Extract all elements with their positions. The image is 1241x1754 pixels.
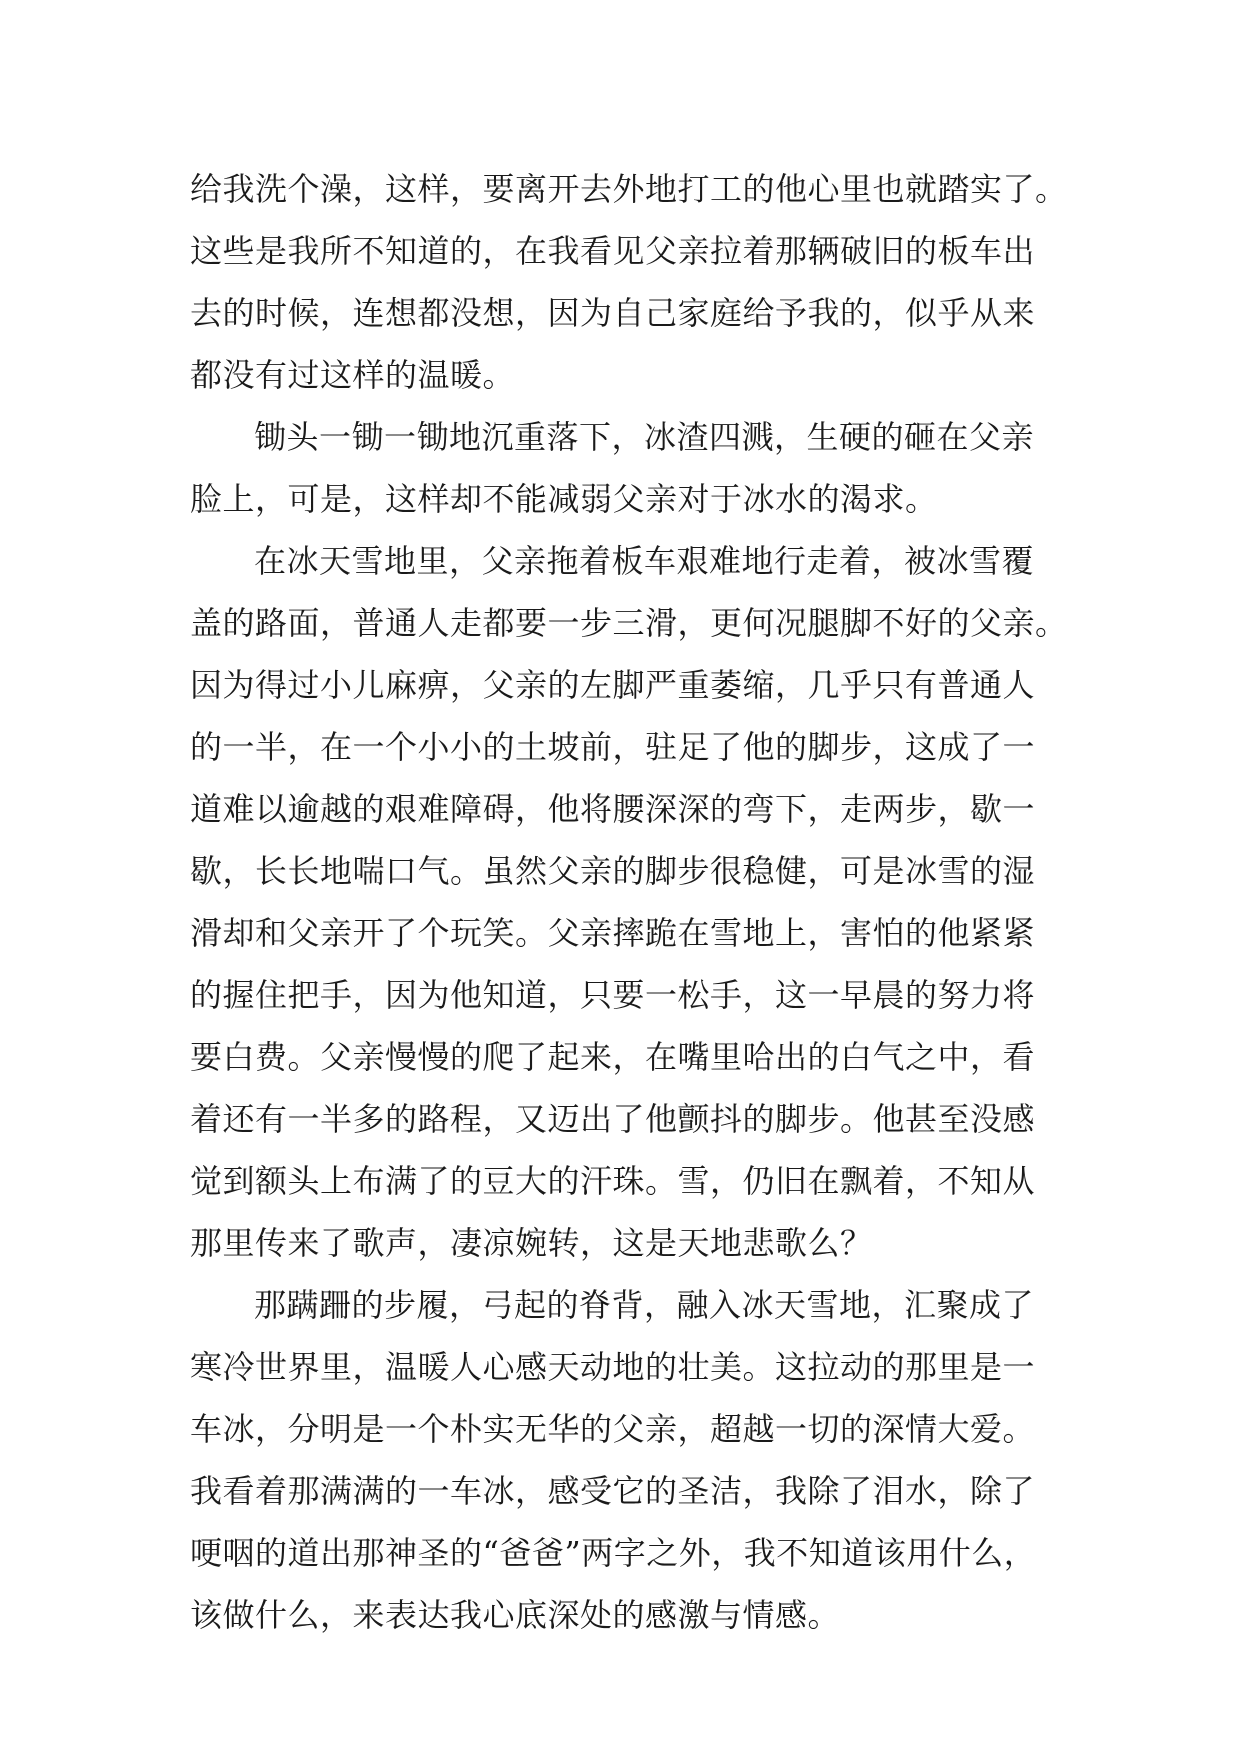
text-line: 那里传来了歌声，凄凉婉转，这是天地悲歌么？ — [190, 1224, 873, 1262]
text-line: 给我洗个澡，这样，要离开去外地打工的他心里也就踏实了。 — [190, 170, 1068, 208]
body-text — [190, 158, 1070, 1646]
paragraph-first-line: 那蹒跚的步履，弓起的脊背，融入冰天雪地，汇聚成了 — [254, 1286, 1035, 1324]
text-line: 歇，长长地喘口气。虽然父亲的脚步很稳健，可是冰雪的湿 — [190, 852, 1036, 890]
text-line: 我看着那满满的一车冰，感受它的圣洁，我除了泪水，除了 — [190, 1472, 1036, 1510]
text-line: 脸上，可是，这样却不能减弱父亲对于冰水的渴求。 — [190, 480, 938, 518]
text-line: 哽咽的道出那神圣的“爸爸”两字之外，我不知道该用什么， — [190, 1534, 1037, 1572]
paragraph-first-line: 在冰天雪地里，父亲拖着板车艰难地行走着，被冰雪覆 — [254, 542, 1035, 580]
text-line: 盖的路面，普通人走都要一步三滑，更何况腿脚不好的父亲。 — [190, 604, 1068, 642]
text-line: 该做什么，来表达我心底深处的感激与情感。 — [190, 1596, 841, 1634]
text-line: 的一半，在一个小小的土坡前，驻足了他的脚步，这成了一 — [190, 728, 1036, 766]
text-line: 因为得过小儿麻痹，父亲的左脚严重萎缩，几乎只有普通人 — [190, 666, 1036, 704]
text-line: 的握住把手，因为他知道，只要一松手，这一早晨的努力将 — [190, 976, 1036, 1014]
text-line: 车冰，分明是一个朴实无华的父亲，超越一切的深情大爱。 — [190, 1410, 1036, 1448]
text-line: 去的时候，连想都没想，因为自己家庭给予我的，似乎从来 — [190, 294, 1036, 332]
text-line: 寒冷世界里，温暖人心感天动地的壮美。这拉动的那里是一 — [190, 1348, 1036, 1386]
text-line: 要白费。父亲慢慢的爬了起来，在嘴里哈出的白气之中，看 — [190, 1038, 1036, 1076]
text-line: 这些是我所不知道的，在我看见父亲拉着那辆破旧的板车出 — [190, 232, 1036, 270]
text-line: 都没有过这样的温暖。 — [190, 356, 516, 394]
paragraph-first-line: 锄头一锄一锄地沉重落下，冰渣四溅，生硬的砸在父亲 — [254, 418, 1035, 456]
text-line: 着还有一半多的路程，又迈出了他颤抖的脚步。他甚至没感 — [190, 1100, 1036, 1138]
text-line: 滑却和父亲开了个玩笑。父亲摔跪在雪地上，害怕的他紧紧 — [190, 914, 1036, 952]
text-line: 觉到额头上布满了的豆大的汗珠。雪，仍旧在飘着，不知从 — [190, 1162, 1036, 1200]
text-line: 道难以逾越的艰难障碍，他将腰深深的弯下，走两步，歇一 — [190, 790, 1036, 828]
